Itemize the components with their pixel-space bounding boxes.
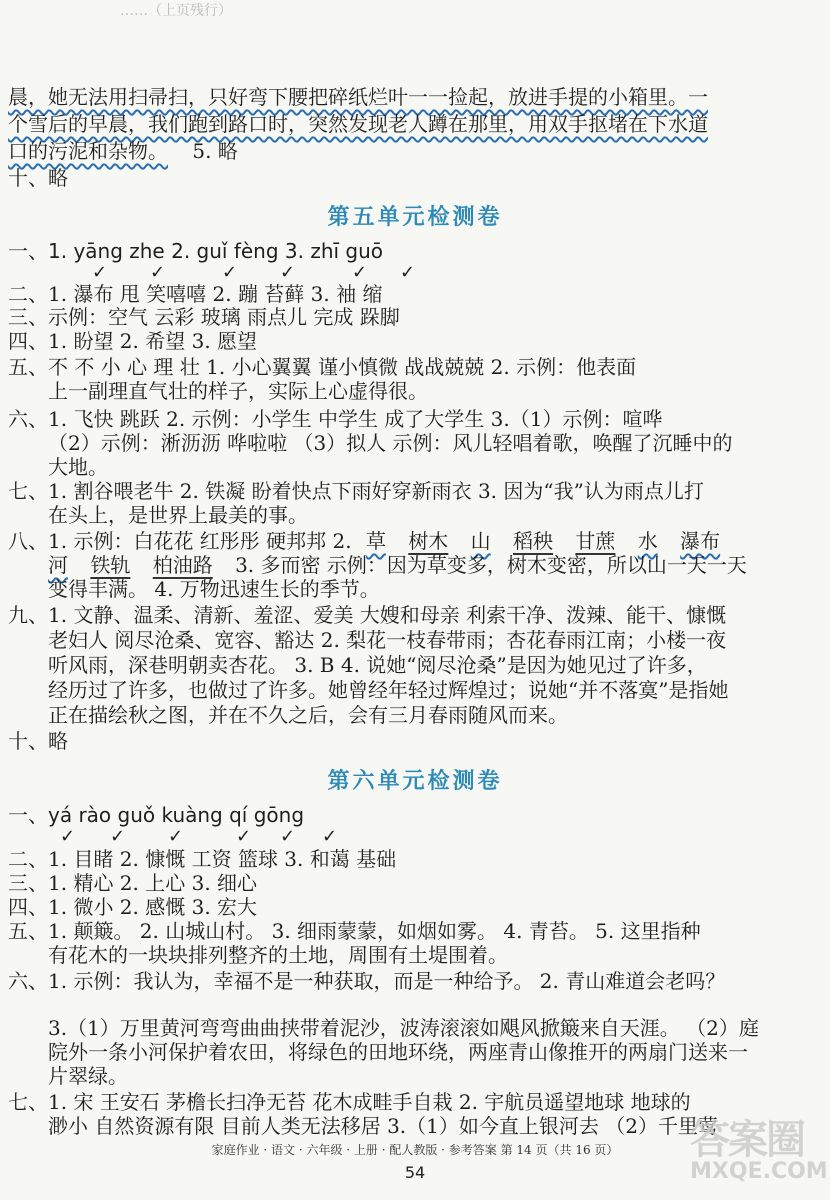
- unit5-q8-cont: 变得丰满。 4. 万物迅速生长的季节。: [48, 577, 380, 601]
- unit5-q5-cont: 上一副理直气壮的样子，实际上心虚得很。: [48, 379, 428, 403]
- wavy-underlined-word: 草: [365, 529, 386, 553]
- unit6-q6-cont: 片翠绿。: [48, 1064, 128, 1088]
- top-cut-fragment: ……（上页残行）: [120, 3, 232, 19]
- wavy-underlined-word: 水: [637, 529, 658, 553]
- check-icon: ✓: [168, 826, 184, 847]
- watermark-logo: [690, 1108, 828, 1198]
- check-icon: ✓: [400, 262, 416, 283]
- answer-text: 八、1. 示例：白花花 红彤彤 硬邦邦 2.: [8, 529, 352, 553]
- unit6-q7: 七、1. 宋 王安石 茅檐长扫净无苔 花木成畦手自栽 2. 宇航员遥望地球 地球的: [8, 1090, 691, 1114]
- unit5-q9: 九、1. 文静、温柔、清新、羞涩、爱美 大嫂和母亲 利索干净、泼辣、能干、慷慨: [8, 603, 727, 627]
- check-icon: ✓: [60, 826, 76, 847]
- unit6-q6-cont: 3.（1）万里黄河弯弯曲曲挟带着泥沙，波涛滚滚如飓风掀簸来自天涯。 （2）庭: [48, 1016, 759, 1040]
- unit5-q9-cont: 听风雨，深巷明朝卖杏花。 3. B 4. 说她“阅尽沧桑”是因为她见过了许多，: [48, 653, 707, 677]
- unit5-q7-cont: 在头上，是世界上最美的事。: [48, 503, 308, 527]
- unit6-q4: 四、1. 微小 2. 感慨 3. 宏大: [8, 895, 258, 919]
- check-icon: ✓: [236, 826, 252, 847]
- underlined-word: 柏油路: [152, 553, 213, 577]
- unit5-q9-cont: 老妇人 阅尽沧桑、宽容、豁达 2. 梨花一枝春带雨；杏花春雨江南；小楼一夜: [48, 628, 727, 652]
- unit5-q5: 五、不 不 小 心 理 壮 1. 小心翼翼 谨小慎微 战战兢兢 2. 示例：他表面: [8, 355, 637, 379]
- wavy-underlined-text: 晨，她无法用扫帚扫，只好弯下腰把碎纸烂叶一一捡起，放进手提的小箱里。一: [8, 85, 708, 109]
- unit5-q8: [8, 528, 720, 554]
- underlined-word: 甘蔗: [575, 529, 616, 553]
- underlined-word: 树木: [408, 529, 449, 553]
- underlined-word: 铁轨: [90, 553, 131, 577]
- unit5-q9-cont: 经历过了许多，也做过了许多。她曾经年轻过辉煌过；说她“并不落寞”是指她: [48, 678, 729, 702]
- check-icon: ✓: [92, 262, 108, 283]
- unit6-q6: 六、1. 示例：我认为，幸福不是一种获取，而是一种给予。 2. 青山难道会老吗？: [8, 969, 726, 993]
- wavy-underlined-text: 口的污泥和杂物。: [8, 139, 168, 163]
- page-footer: 家庭作业 · 语文 · 六年级 · 上册 · 配人教版 · 参考答案 第 14 页（共 16 页）: [211, 1143, 619, 1157]
- unit5-q6-cont: 大地。: [48, 455, 108, 479]
- unit5-q3: 三、示例：空气 云彩 玻璃 雨点儿 完成 跺脚: [8, 305, 400, 329]
- unit5-q6-cont: （2）示例：淅沥沥 哗啦啦 （3）拟人 示例：风儿轻唱着歌，唤醒了沉睡中的: [48, 431, 733, 455]
- unit5-q1: 一、1. yāng zhe 2. guǐ fèng 3. zhī guō: [8, 239, 384, 263]
- watermark-url: MXQE.COM: [690, 1159, 828, 1184]
- unit6-q7-cont: 渺小 自然资源有限 目前人类无法移居 3.（1）如今直上银河去 （2）千里莺: [48, 1114, 718, 1138]
- page-number: 54: [404, 1163, 426, 1182]
- check-icon: ✓: [352, 262, 368, 283]
- unit5-q8-cont: [48, 552, 747, 578]
- answer-text: 3. 多而密 示例：因为草变多，树木变密，所以山一天一天: [235, 553, 747, 577]
- unit6-q2: 二、1. 目睹 2. 慷慨 工资 篮球 3. 和蔼 基础: [8, 847, 397, 871]
- unit6-q3: 三、1. 精心 2. 上心 3. 细心: [8, 871, 258, 895]
- unit5-q4: 四、1. 盼望 2. 希望 3. 愿望: [8, 329, 258, 353]
- check-icon: ✓: [110, 826, 126, 847]
- unit6-q1: 一、yá rào guǒ kuàng qí gōng: [8, 803, 305, 827]
- wavy-underlined-word: 瀑布: [680, 529, 721, 553]
- answer-line: 十、略: [8, 166, 68, 190]
- wavy-underlined-text: 个雪后的早晨，我们跑到路口时，突然发现老人蹲在那里，用双手抠堵在下水道: [8, 112, 708, 136]
- unit5-title: 第五单元检测卷: [327, 204, 503, 230]
- unit6-q1-checkmarks: [0, 826, 830, 848]
- unit6-q5: 五、1. 颠簸。 2. 山城山村。 3. 细雨蒙蒙，如烟如雾。 4. 青苔。 5. 这里指种: [8, 919, 701, 943]
- answer-line: [8, 84, 708, 110]
- wavy-underlined-word: 河: [48, 553, 68, 577]
- unit5-q9-cont: 正在描绘秋之图，并在不久之后，会有三月春雨随风而来。: [48, 703, 568, 727]
- underlined-word: 稻秧: [513, 529, 554, 553]
- unit5-q6: 六、1. 飞快 跳跃 2. 示例：小学生 中学生 成了大学生 3.（1）示例：喧哗: [8, 407, 663, 431]
- unit6-q5-cont: 有花木的一块块排列整齐的土地，周围有土堤围着。: [48, 943, 508, 967]
- watermark-logo-text: 答案圈: [690, 1117, 804, 1163]
- check-icon: ✓: [280, 826, 296, 847]
- unit6-q6-cont: 院外一条小河保护着农田，将绿色的田地环绕，两座青山像推开的两扇门送来一: [48, 1040, 748, 1064]
- answer-text: 5. 略: [192, 139, 238, 163]
- unit5-q10: 十、略: [8, 729, 68, 753]
- check-icon: ✓: [322, 826, 338, 847]
- wavy-underlined-word: 山: [470, 529, 491, 553]
- unit5-q2: 二、1. 瀑布 甩 笑嘻嘻 2. 蹦 苔藓 3. 袖 缩: [8, 282, 383, 306]
- check-icon: ✓: [222, 262, 238, 283]
- unit6-title: 第六单元检测卷: [327, 768, 503, 794]
- check-icon: ✓: [280, 262, 296, 283]
- answer-line: [8, 138, 238, 164]
- check-icon: ✓: [150, 262, 166, 283]
- unit5-q7: 七、1. 割谷喂老牛 2. 铁凝 盼着快点下雨好穿新雨衣 3. 因为“我”认为雨点儿打: [8, 479, 704, 503]
- answer-line: [8, 111, 708, 137]
